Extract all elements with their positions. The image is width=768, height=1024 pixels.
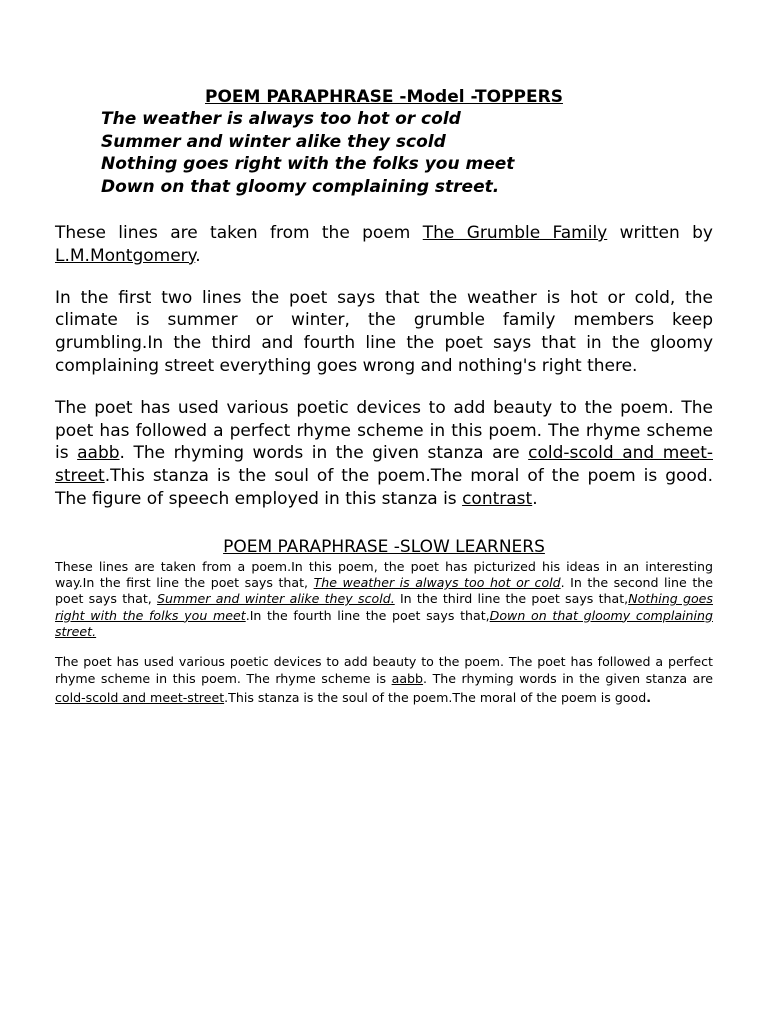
quoted-line-4: Down on that gloomy complaining street. bbox=[55, 607, 713, 639]
poem-line-3: Nothing goes right with the folks you meet bbox=[101, 154, 515, 174]
poem-name: The Grumble Family bbox=[422, 223, 608, 243]
reference-paragraph: These lines are taken from the poem The Grumble Family written by L.M.Montgomery. bbox=[55, 223, 713, 266]
slow-section-title: POEM PARAPHRASE -SLOW LEARNERS bbox=[223, 536, 545, 557]
poetic-devices-paragraph: The poet has used various poetic devices to add beauty to the poem. The poet has followed a perfect rhyme scheme in this poem. The rhyme scheme is aabb. The rhyming words in the given stanza are cold-scold and meet-street.This stanza is the soul of the poem.The moral of the poem is good. The figure of speech employed in this stanza is contrast. bbox=[55, 397, 713, 509]
slow-rhyme-scheme: aabb bbox=[391, 670, 424, 686]
document-page bbox=[55, 86, 713, 709]
rhyming-words: cold-scold and meet-street bbox=[55, 443, 713, 487]
author-name: L.M.Montgomery bbox=[55, 245, 196, 266]
quoted-line-3: Nothing goes right with the folks you meet bbox=[55, 591, 713, 623]
slow-explanation-paragraph: These lines are taken from a poem.In this poem, the poet has picturized his ideas in an interesting way.In the first line the poet says that, The weather is always too hot or cold. In the second line the poet says that, Summer and winter alike they scold. In the third line the poet says that,Nothing goes right with the folks you meet.In the fourth line the poet says that,Down on that gloomy complaining street. bbox=[55, 558, 713, 639]
poem-line-2: Summer and winter alike they scold bbox=[101, 131, 446, 152]
poem-line-4: Down on that gloomy complaining street. bbox=[101, 176, 500, 197]
model-section-title: POEM PARAPHRASE -Model -TOPPERS bbox=[205, 87, 563, 107]
model-section-body bbox=[55, 222, 713, 511]
slow-section-body bbox=[55, 559, 713, 709]
poem-stanza bbox=[101, 108, 713, 198]
slow-poetic-devices-paragraph: The poet has used various poetic devices to add beauty to the poem. The poet has followed a perfect rhyme scheme in this poem. The rhyme scheme is aabb. The rhyming words in the given stanza are cold-scold and meet-street.This stanza is the soul of the poem.The moral of the poem is good. bbox=[55, 654, 713, 705]
figure-of-speech: contrast bbox=[462, 488, 533, 509]
explanation-paragraph: In the first two lines the poet says that the weather is hot or cold, the climate is summer or winter, the grumble family members keep grumbling.In the third and fourth line the poet says that in the gloomy complaining street everything goes wrong and nothing's right there. bbox=[55, 287, 713, 376]
slow-rhyming-words: cold-scold and meet-street bbox=[55, 689, 225, 705]
quoted-line-1: The weather is always too hot or cold bbox=[313, 575, 561, 591]
rhyme-scheme: aabb bbox=[77, 443, 120, 464]
poem-line-1: The weather is always too hot or cold bbox=[101, 109, 461, 129]
quoted-line-2: Summer and winter alike they scold. bbox=[157, 591, 395, 607]
